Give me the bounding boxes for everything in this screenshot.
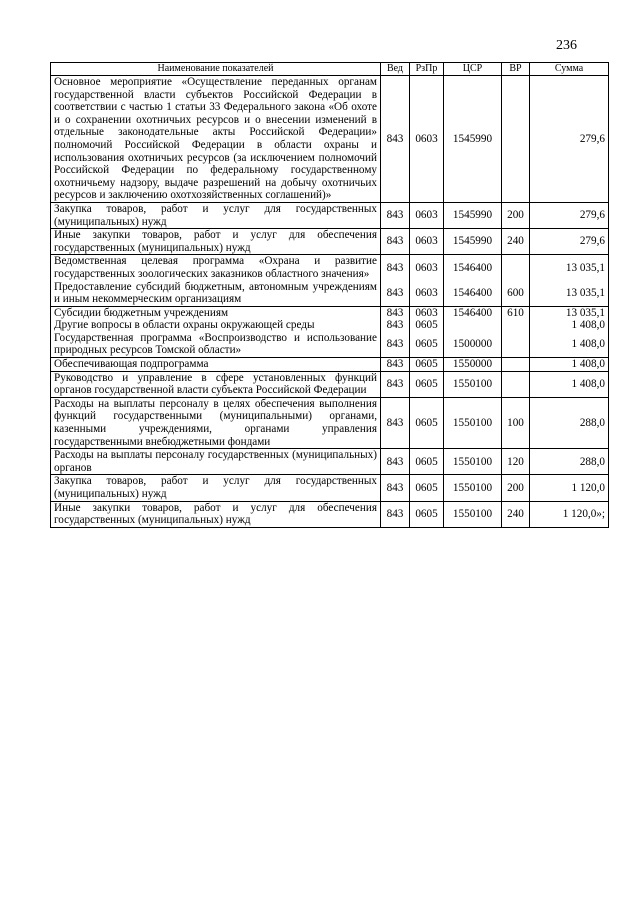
table-row bbox=[51, 76, 609, 203]
row-name: Расходы на выплаты персоналу в целях обеспечения выполнения функций государственными (муниципальными) органами, казенными учреждениями, органами управления государственными внебюджетными фондами bbox=[51, 397, 381, 448]
row-ved: 843 bbox=[381, 306, 410, 319]
row-vr: 610 bbox=[502, 306, 530, 319]
row-rzpr: 0605 bbox=[410, 449, 444, 475]
row-vr bbox=[502, 255, 530, 281]
row-rzpr: 0605 bbox=[410, 501, 444, 527]
row-name: Основное мероприятие «Осуществление переданных органам государственной власти субъектов Российской Федерации в соответствии с частью 1 статьи 33 Федерального закона «Об охоте и о сохранении охотничьих ресурсов и о внесении изменений в отдельные законодательные акты Российской Федерации» полномочий Российской Федерации в области охраны и использования охотничьих ресурсов (за исключением полномочий Российской Федерации по федеральному государственному охотничьему надзору, выдаче разрешений на добычу охотничьих ресурсов и заключению охотхозяйственных соглашений)» bbox=[51, 76, 381, 203]
row-vr bbox=[502, 358, 530, 372]
row-ved: 843 bbox=[381, 501, 410, 527]
row-sum: 13 035,1 bbox=[530, 255, 609, 281]
row-ved: 843 bbox=[381, 76, 410, 203]
row-csr: 1550100 bbox=[444, 397, 502, 448]
header-csr: ЦСР bbox=[444, 63, 502, 76]
row-sum: 279,6 bbox=[530, 229, 609, 255]
table-row bbox=[51, 397, 609, 448]
table-row bbox=[51, 306, 609, 319]
row-name: Иные закупки товаров, работ и услуг для обеспечения государственных (муниципальных) нужд bbox=[51, 501, 381, 527]
row-csr: 1500000 bbox=[444, 332, 502, 358]
header-vr: ВР bbox=[502, 63, 530, 76]
row-vr bbox=[502, 76, 530, 203]
header-rzpr: РзПр bbox=[410, 63, 444, 76]
row-csr: 1550100 bbox=[444, 501, 502, 527]
row-name: Государственная программа «Воспроизводство и использование природных ресурсов Томской области» bbox=[51, 332, 381, 358]
row-vr: 100 bbox=[502, 397, 530, 448]
row-rzpr: 0603 bbox=[410, 306, 444, 319]
row-csr: 1550100 bbox=[444, 475, 502, 501]
header-ved: Вед bbox=[381, 63, 410, 76]
row-vr: 200 bbox=[502, 202, 530, 228]
row-rzpr: 0605 bbox=[410, 475, 444, 501]
row-csr: 1545990 bbox=[444, 229, 502, 255]
row-sum: 279,6 bbox=[530, 202, 609, 228]
row-ved: 843 bbox=[381, 449, 410, 475]
row-rzpr: 0603 bbox=[410, 281, 444, 307]
row-csr: 1546400 bbox=[444, 306, 502, 319]
row-ved: 843 bbox=[381, 255, 410, 281]
table-row bbox=[51, 501, 609, 527]
row-name: Ведомственная целевая программа «Охрана и развитие государственных зоологических заказников областного значения» bbox=[51, 255, 381, 281]
row-vr: 600 bbox=[502, 281, 530, 307]
row-sum: 1 408,0 bbox=[530, 332, 609, 358]
row-rzpr: 0605 bbox=[410, 371, 444, 397]
header-name: Наименование показателей bbox=[51, 63, 381, 76]
row-csr: 1550000 bbox=[444, 358, 502, 372]
row-rzpr: 0603 bbox=[410, 76, 444, 203]
row-sum: 1 120,0»; bbox=[530, 501, 609, 527]
row-csr: 1545990 bbox=[444, 202, 502, 228]
table-row bbox=[51, 202, 609, 228]
row-vr bbox=[502, 319, 530, 332]
row-name: Расходы на выплаты персоналу государственных (муниципальных) органов bbox=[51, 449, 381, 475]
row-rzpr: 0603 bbox=[410, 229, 444, 255]
page-number: 236 bbox=[556, 38, 577, 53]
table-row bbox=[51, 319, 609, 332]
row-rzpr: 0603 bbox=[410, 202, 444, 228]
table-header-row bbox=[51, 63, 609, 76]
row-ved: 843 bbox=[381, 475, 410, 501]
budget-table bbox=[50, 62, 609, 528]
table-row bbox=[51, 475, 609, 501]
row-csr bbox=[444, 319, 502, 332]
table-row bbox=[51, 281, 609, 307]
row-sum: 288,0 bbox=[530, 397, 609, 448]
row-name: Руководство и управление в сфере установленных функций органов государственной власти субъекта Российской Федерации bbox=[51, 371, 381, 397]
row-csr: 1545990 bbox=[444, 76, 502, 203]
row-csr: 1550100 bbox=[444, 449, 502, 475]
table-row bbox=[51, 371, 609, 397]
row-vr bbox=[502, 371, 530, 397]
table-row bbox=[51, 255, 609, 281]
row-vr: 200 bbox=[502, 475, 530, 501]
row-sum: 1 408,0 bbox=[530, 358, 609, 372]
row-vr: 240 bbox=[502, 229, 530, 255]
row-rzpr: 0605 bbox=[410, 332, 444, 358]
row-ved: 843 bbox=[381, 319, 410, 332]
row-vr bbox=[502, 332, 530, 358]
row-name: Закупка товаров, работ и услуг для государственных (муниципальных) нужд bbox=[51, 202, 381, 228]
row-ved: 843 bbox=[381, 397, 410, 448]
header-sum: Сумма bbox=[530, 63, 609, 76]
row-sum: 288,0 bbox=[530, 449, 609, 475]
row-ved: 843 bbox=[381, 229, 410, 255]
row-sum: 1 408,0 bbox=[530, 319, 609, 332]
row-sum: 279,6 bbox=[530, 76, 609, 203]
row-name: Другие вопросы в области охраны окружающей среды bbox=[51, 319, 381, 332]
row-name: Предоставление субсидий бюджетным, автономным учреждениям и иным некоммерческим организациям bbox=[51, 281, 381, 307]
row-name: Обеспечивающая подпрограмма bbox=[51, 358, 381, 372]
row-ved: 843 bbox=[381, 332, 410, 358]
row-rzpr: 0605 bbox=[410, 319, 444, 332]
row-name: Субсидии бюджетным учреждениям bbox=[51, 306, 381, 319]
row-csr: 1546400 bbox=[444, 255, 502, 281]
row-csr: 1550100 bbox=[444, 371, 502, 397]
table-row bbox=[51, 229, 609, 255]
table-row bbox=[51, 358, 609, 372]
row-sum: 1 408,0 bbox=[530, 371, 609, 397]
row-name: Иные закупки товаров, работ и услуг для обеспечения государственных (муниципальных) нужд bbox=[51, 229, 381, 255]
row-rzpr: 0605 bbox=[410, 358, 444, 372]
row-csr: 1546400 bbox=[444, 281, 502, 307]
row-name: Закупка товаров, работ и услуг для государственных (муниципальных) нужд bbox=[51, 475, 381, 501]
row-sum: 13 035,1 bbox=[530, 281, 609, 307]
table-row bbox=[51, 332, 609, 358]
row-ved: 843 bbox=[381, 371, 410, 397]
row-ved: 843 bbox=[381, 281, 410, 307]
row-rzpr: 0605 bbox=[410, 397, 444, 448]
row-ved: 843 bbox=[381, 358, 410, 372]
row-ved: 843 bbox=[381, 202, 410, 228]
row-vr: 240 bbox=[502, 501, 530, 527]
row-sum: 13 035,1 bbox=[530, 306, 609, 319]
row-rzpr: 0603 bbox=[410, 255, 444, 281]
row-sum: 1 120,0 bbox=[530, 475, 609, 501]
row-vr: 120 bbox=[502, 449, 530, 475]
table-row bbox=[51, 449, 609, 475]
